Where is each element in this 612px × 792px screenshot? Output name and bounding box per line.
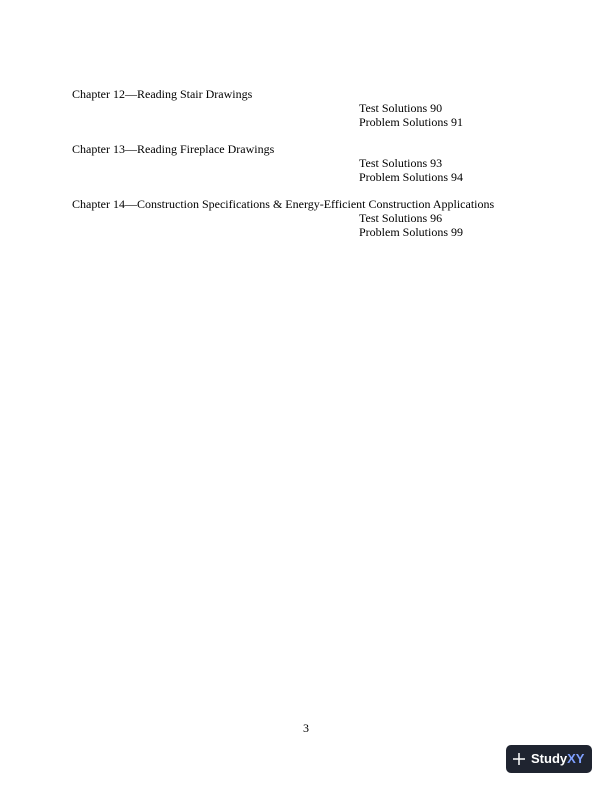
chapter-14-problem-solutions: Problem Solutions 99 [359, 225, 464, 239]
plus-icon [512, 752, 526, 766]
studyxy-badge[interactable] [506, 745, 592, 773]
brand-name: Study [531, 751, 568, 766]
chapter-12-test-solutions: Test Solutions 90 [359, 101, 443, 115]
chapter-12-title: Chapter 12—Reading Stair Drawings [72, 87, 253, 101]
chapter-12-problem-solutions: Problem Solutions 91 [359, 115, 464, 129]
chapter-13-test-solutions: Test Solutions 93 [359, 156, 443, 170]
chapter-14-test-solutions: Test Solutions 96 [359, 211, 443, 225]
brand-accent: XY [567, 751, 585, 766]
chapter-13-problem-solutions: Problem Solutions 94 [359, 170, 464, 184]
chapter-13-title: Chapter 13—Reading Fireplace Drawings [72, 142, 275, 156]
chapter-14-title: Chapter 14—Construction Specifications & Energy-Efficient Construction Applications [72, 197, 495, 211]
page-number: 3 [303, 721, 309, 735]
